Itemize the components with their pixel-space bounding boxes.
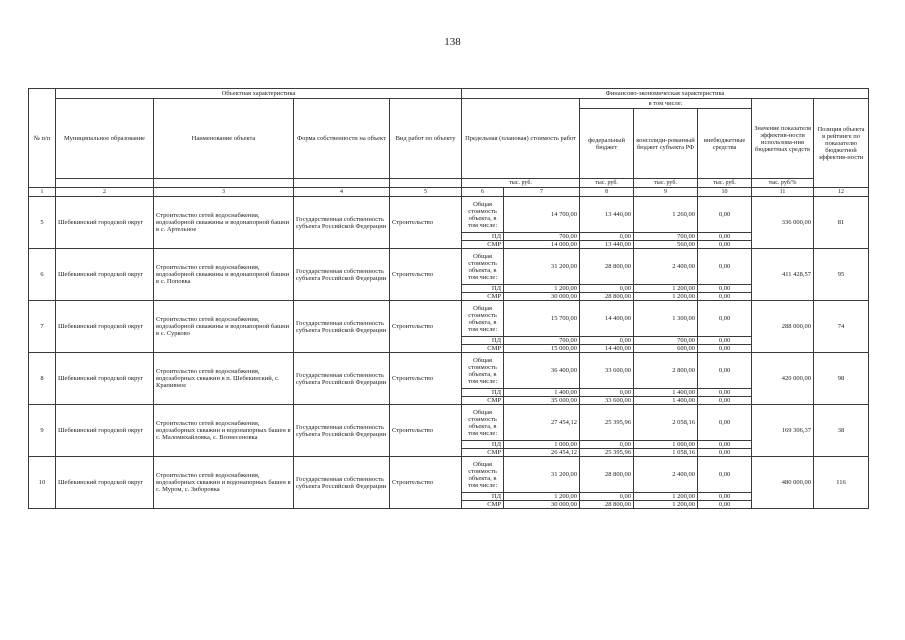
unit-federal: тыс. руб. xyxy=(580,179,634,188)
consolidated-cell: 600,00 xyxy=(634,345,698,353)
extrabudget-cell: 0,00 xyxy=(698,301,752,337)
column-number: 8 xyxy=(580,188,634,197)
column-number: 10 xyxy=(698,188,752,197)
header-consolidated: консолиди-рованный бюджет субъекта РФ xyxy=(634,109,698,179)
ownership-cell: Государственная собственность субъекта Российской Федерации xyxy=(294,405,390,457)
total-cost-cell: 14 700,00 xyxy=(504,197,580,233)
investment-table xyxy=(28,88,869,509)
total-cost-cell: 1 000,00 xyxy=(504,441,580,449)
column-numbers-row xyxy=(29,188,869,197)
cost-label-cell: СМР xyxy=(462,241,504,249)
federal-cell: 0,00 xyxy=(580,493,634,501)
header-object-group: Объектная характеристика xyxy=(56,89,462,99)
consolidated-cell: 1 400,00 xyxy=(634,389,698,397)
municipality-cell: Шебекинский городской округ xyxy=(56,353,154,405)
table-row xyxy=(29,353,869,389)
table-row xyxy=(29,249,869,285)
consolidated-cell: 2 400,00 xyxy=(634,457,698,493)
total-cost-cell: 700,00 xyxy=(504,337,580,345)
consolidated-cell: 700,00 xyxy=(634,233,698,241)
federal-cell: 25 395,96 xyxy=(580,405,634,441)
federal-cell: 25 395,96 xyxy=(580,449,634,457)
object-name-cell: Строительство сетей водоснабжения, водозаборной скважины и водонапорной башни в с. Артельное xyxy=(154,197,294,249)
municipality-cell: Шебекинский городской округ xyxy=(56,457,154,509)
row-number: 6 xyxy=(29,249,56,301)
column-number: 4 xyxy=(294,188,390,197)
table-body xyxy=(29,197,869,509)
column-number: 12 xyxy=(814,188,869,197)
table-row xyxy=(29,405,869,441)
consolidated-cell: 2 800,00 xyxy=(634,353,698,389)
ownership-cell: Государственная собственность субъекта Российской Федерации xyxy=(294,301,390,353)
page-number: 138 xyxy=(444,36,461,48)
ownership-cell: Государственная собственность субъекта Российской Федерации xyxy=(294,353,390,405)
row-number: 5 xyxy=(29,197,56,249)
total-cost-cell: 26 454,12 xyxy=(504,449,580,457)
column-number: 11 xyxy=(752,188,814,197)
extrabudget-cell: 0,00 xyxy=(698,493,752,501)
header-max-cost: Предельная (плановая) стоимость работ xyxy=(462,99,580,179)
extrabudget-cell: 0,00 xyxy=(698,233,752,241)
cost-label-cell: СМР xyxy=(462,293,504,301)
consolidated-cell: 1 058,16 xyxy=(634,449,698,457)
cost-label-cell: Общая стоимость объекта, в том числе: xyxy=(462,301,504,337)
total-cost-cell: 1 200,00 xyxy=(504,285,580,293)
cost-label-cell: ПД xyxy=(462,389,504,397)
header-efficiency: Значение показателя эффектив-ности использова-ния бюджетных средств xyxy=(752,99,814,179)
row-number: 9 xyxy=(29,405,56,457)
header-ownership: Форма собственности на объект xyxy=(294,99,390,179)
cost-label-cell: СМР xyxy=(462,345,504,353)
header-finance-group: Финансово-экономическая характеристика xyxy=(462,89,869,99)
efficiency-cell: 288 000,00 xyxy=(752,301,814,353)
extrabudget-cell: 0,00 xyxy=(698,389,752,397)
consolidated-cell: 1 200,00 xyxy=(634,285,698,293)
consolidated-cell: 1 200,00 xyxy=(634,501,698,509)
extrabudget-cell: 0,00 xyxy=(698,457,752,493)
header-including: в том числе: xyxy=(580,99,752,109)
column-number: 7 xyxy=(504,188,580,197)
total-cost-cell: 31 200,00 xyxy=(504,249,580,285)
federal-cell: 13 440,00 xyxy=(580,241,634,249)
extrabudget-cell: 0,00 xyxy=(698,353,752,389)
federal-cell: 28 800,00 xyxy=(580,293,634,301)
federal-cell: 14 400,00 xyxy=(580,345,634,353)
header-federal: федеральный бюджет xyxy=(580,109,634,179)
unit-extrabudget: тыс. руб. xyxy=(698,179,752,188)
cost-label-cell: Общая стоимость объекта, в том числе: xyxy=(462,249,504,285)
total-cost-cell: 1 400,00 xyxy=(504,389,580,397)
federal-cell: 28 800,00 xyxy=(580,249,634,285)
total-cost-cell: 27 454,12 xyxy=(504,405,580,441)
total-cost-cell: 30 000,00 xyxy=(504,293,580,301)
municipality-cell: Шебекинский городской округ xyxy=(56,301,154,353)
cost-label-cell: СМР xyxy=(462,397,504,405)
work-type-cell: Строительство xyxy=(390,405,462,457)
header-object-name: Наименование объекта xyxy=(154,99,294,179)
column-number: 1 xyxy=(29,188,56,197)
work-type-cell: Строительство xyxy=(390,457,462,509)
cost-label-cell: ПД xyxy=(462,441,504,449)
rank-cell: 38 xyxy=(814,405,869,457)
extrabudget-cell: 0,00 xyxy=(698,241,752,249)
cost-label-cell: ПД xyxy=(462,337,504,345)
extrabudget-cell: 0,00 xyxy=(698,293,752,301)
extrabudget-cell: 0,00 xyxy=(698,197,752,233)
object-name-cell: Строительство сетей водоснабжения, водозаборных скважин и водонапорных башен в с. Маломихайловка, с. Вознесеновка xyxy=(154,405,294,457)
cost-label-cell: ПД xyxy=(462,233,504,241)
federal-cell: 0,00 xyxy=(580,337,634,345)
total-cost-cell: 1 200,00 xyxy=(504,493,580,501)
efficiency-cell: 480 000,00 xyxy=(752,457,814,509)
total-cost-cell: 700,00 xyxy=(504,233,580,241)
header-rank: Позиция объекта в рейтинге по показателю бюджетной эффектив-ности xyxy=(814,99,869,188)
consolidated-cell: 1 260,00 xyxy=(634,197,698,233)
column-number: 2 xyxy=(56,188,154,197)
municipality-cell: Шебекинский городской округ xyxy=(56,197,154,249)
extrabudget-cell: 0,00 xyxy=(698,501,752,509)
federal-cell: 0,00 xyxy=(580,441,634,449)
total-cost-cell: 36 400,00 xyxy=(504,353,580,389)
rank-cell: 81 xyxy=(814,197,869,249)
work-type-cell: Строительство xyxy=(390,301,462,353)
object-name-cell: Строительство сетей водоснабжения, водозаборной скважины и водонапорной башни в с. Сурково xyxy=(154,301,294,353)
consolidated-cell: 1 200,00 xyxy=(634,293,698,301)
row-number: 10 xyxy=(29,457,56,509)
federal-cell: 33 600,00 xyxy=(580,397,634,405)
extrabudget-cell: 0,00 xyxy=(698,449,752,457)
cost-label-cell: Общая стоимость объекта, в том числе: xyxy=(462,197,504,233)
cost-label-cell: СМР xyxy=(462,501,504,509)
object-name-cell: Строительство сетей водоснабжения, водозаборной скважины и водонапорной башни в с. Поповка xyxy=(154,249,294,301)
cost-label-cell: ПД xyxy=(462,493,504,501)
consolidated-cell: 2 400,00 xyxy=(634,249,698,285)
total-cost-cell: 31 200,00 xyxy=(504,457,580,493)
column-number: 6 xyxy=(462,188,504,197)
table-row xyxy=(29,457,869,493)
unit-consolidated: тыс. руб. xyxy=(634,179,698,188)
extrabudget-cell: 0,00 xyxy=(698,441,752,449)
efficiency-cell: 420 000,00 xyxy=(752,353,814,405)
federal-cell: 0,00 xyxy=(580,233,634,241)
consolidated-cell: 1 300,00 xyxy=(634,301,698,337)
rank-cell: 74 xyxy=(814,301,869,353)
extrabudget-cell: 0,00 xyxy=(698,405,752,441)
extrabudget-cell: 0,00 xyxy=(698,397,752,405)
cost-label-cell: Общая стоимость объекта, в том числе: xyxy=(462,353,504,389)
rank-cell: 98 xyxy=(814,353,869,405)
extrabudget-cell: 0,00 xyxy=(698,337,752,345)
table-row xyxy=(29,301,869,337)
unit-max-cost: тыс. руб. xyxy=(462,179,580,188)
efficiency-cell: 169 306,37 xyxy=(752,405,814,457)
header-work-type: Вид работ по объекту xyxy=(390,99,462,179)
efficiency-cell: 411 428,57 xyxy=(752,249,814,301)
total-cost-cell: 15 700,00 xyxy=(504,301,580,337)
extrabudget-cell: 0,00 xyxy=(698,249,752,285)
municipality-cell: Шебекинский городской округ xyxy=(56,249,154,301)
row-number: 8 xyxy=(29,353,56,405)
total-cost-cell: 15 000,00 xyxy=(504,345,580,353)
column-number: 5 xyxy=(390,188,462,197)
municipality-cell: Шебекинский городской округ xyxy=(56,405,154,457)
federal-cell: 14 400,00 xyxy=(580,301,634,337)
cost-label-cell: ПД xyxy=(462,285,504,293)
ownership-cell: Государственная собственность субъекта Российской Федерации xyxy=(294,457,390,509)
column-number: 3 xyxy=(154,188,294,197)
consolidated-cell: 700,00 xyxy=(634,337,698,345)
federal-cell: 0,00 xyxy=(580,389,634,397)
header-extrabudget: внебюджетные средства xyxy=(698,109,752,179)
rank-cell: 116 xyxy=(814,457,869,509)
federal-cell: 0,00 xyxy=(580,285,634,293)
consolidated-cell: 1 000,00 xyxy=(634,441,698,449)
consolidated-cell: 560,00 xyxy=(634,241,698,249)
federal-cell: 13 440,00 xyxy=(580,197,634,233)
rank-cell: 95 xyxy=(814,249,869,301)
header-num: № п/п xyxy=(29,89,56,188)
extrabudget-cell: 0,00 xyxy=(698,285,752,293)
work-type-cell: Строительство xyxy=(390,197,462,249)
cost-label-cell: СМР xyxy=(462,449,504,457)
federal-cell: 33 600,00 xyxy=(580,353,634,389)
consolidated-cell: 2 058,16 xyxy=(634,405,698,441)
consolidated-cell: 1 400,00 xyxy=(634,397,698,405)
object-name-cell: Строительство сетей водоснабжения, водозаборных скважин и водонапорных башен в с. Муром, с. Зиборовка xyxy=(154,457,294,509)
work-type-cell: Строительство xyxy=(390,353,462,405)
efficiency-cell: 336 000,00 xyxy=(752,197,814,249)
object-name-cell: Строительство сетей водоснабжения, водозаборных скважин в п. Шебекинский, с. Крапивное xyxy=(154,353,294,405)
federal-cell: 28 800,00 xyxy=(580,457,634,493)
row-number: 7 xyxy=(29,301,56,353)
consolidated-cell: 1 200,00 xyxy=(634,493,698,501)
cost-label-cell: Общая стоимость объекта, в том числе: xyxy=(462,457,504,493)
unit-efficiency: тыс. руб/% xyxy=(752,179,814,188)
extrabudget-cell: 0,00 xyxy=(698,345,752,353)
total-cost-cell: 30 000,00 xyxy=(504,501,580,509)
work-type-cell: Строительство xyxy=(390,249,462,301)
ownership-cell: Государственная собственность субъекта Российской Федерации xyxy=(294,249,390,301)
total-cost-cell: 14 000,00 xyxy=(504,241,580,249)
column-number: 9 xyxy=(634,188,698,197)
ownership-cell: Государственная собственность субъекта Российской Федерации xyxy=(294,197,390,249)
cost-label-cell: Общая стоимость объекта, в том числе: xyxy=(462,405,504,441)
federal-cell: 28 800,00 xyxy=(580,501,634,509)
table-row xyxy=(29,197,869,233)
total-cost-cell: 35 000,00 xyxy=(504,397,580,405)
header-municipality: Муниципальное образование xyxy=(56,99,154,179)
